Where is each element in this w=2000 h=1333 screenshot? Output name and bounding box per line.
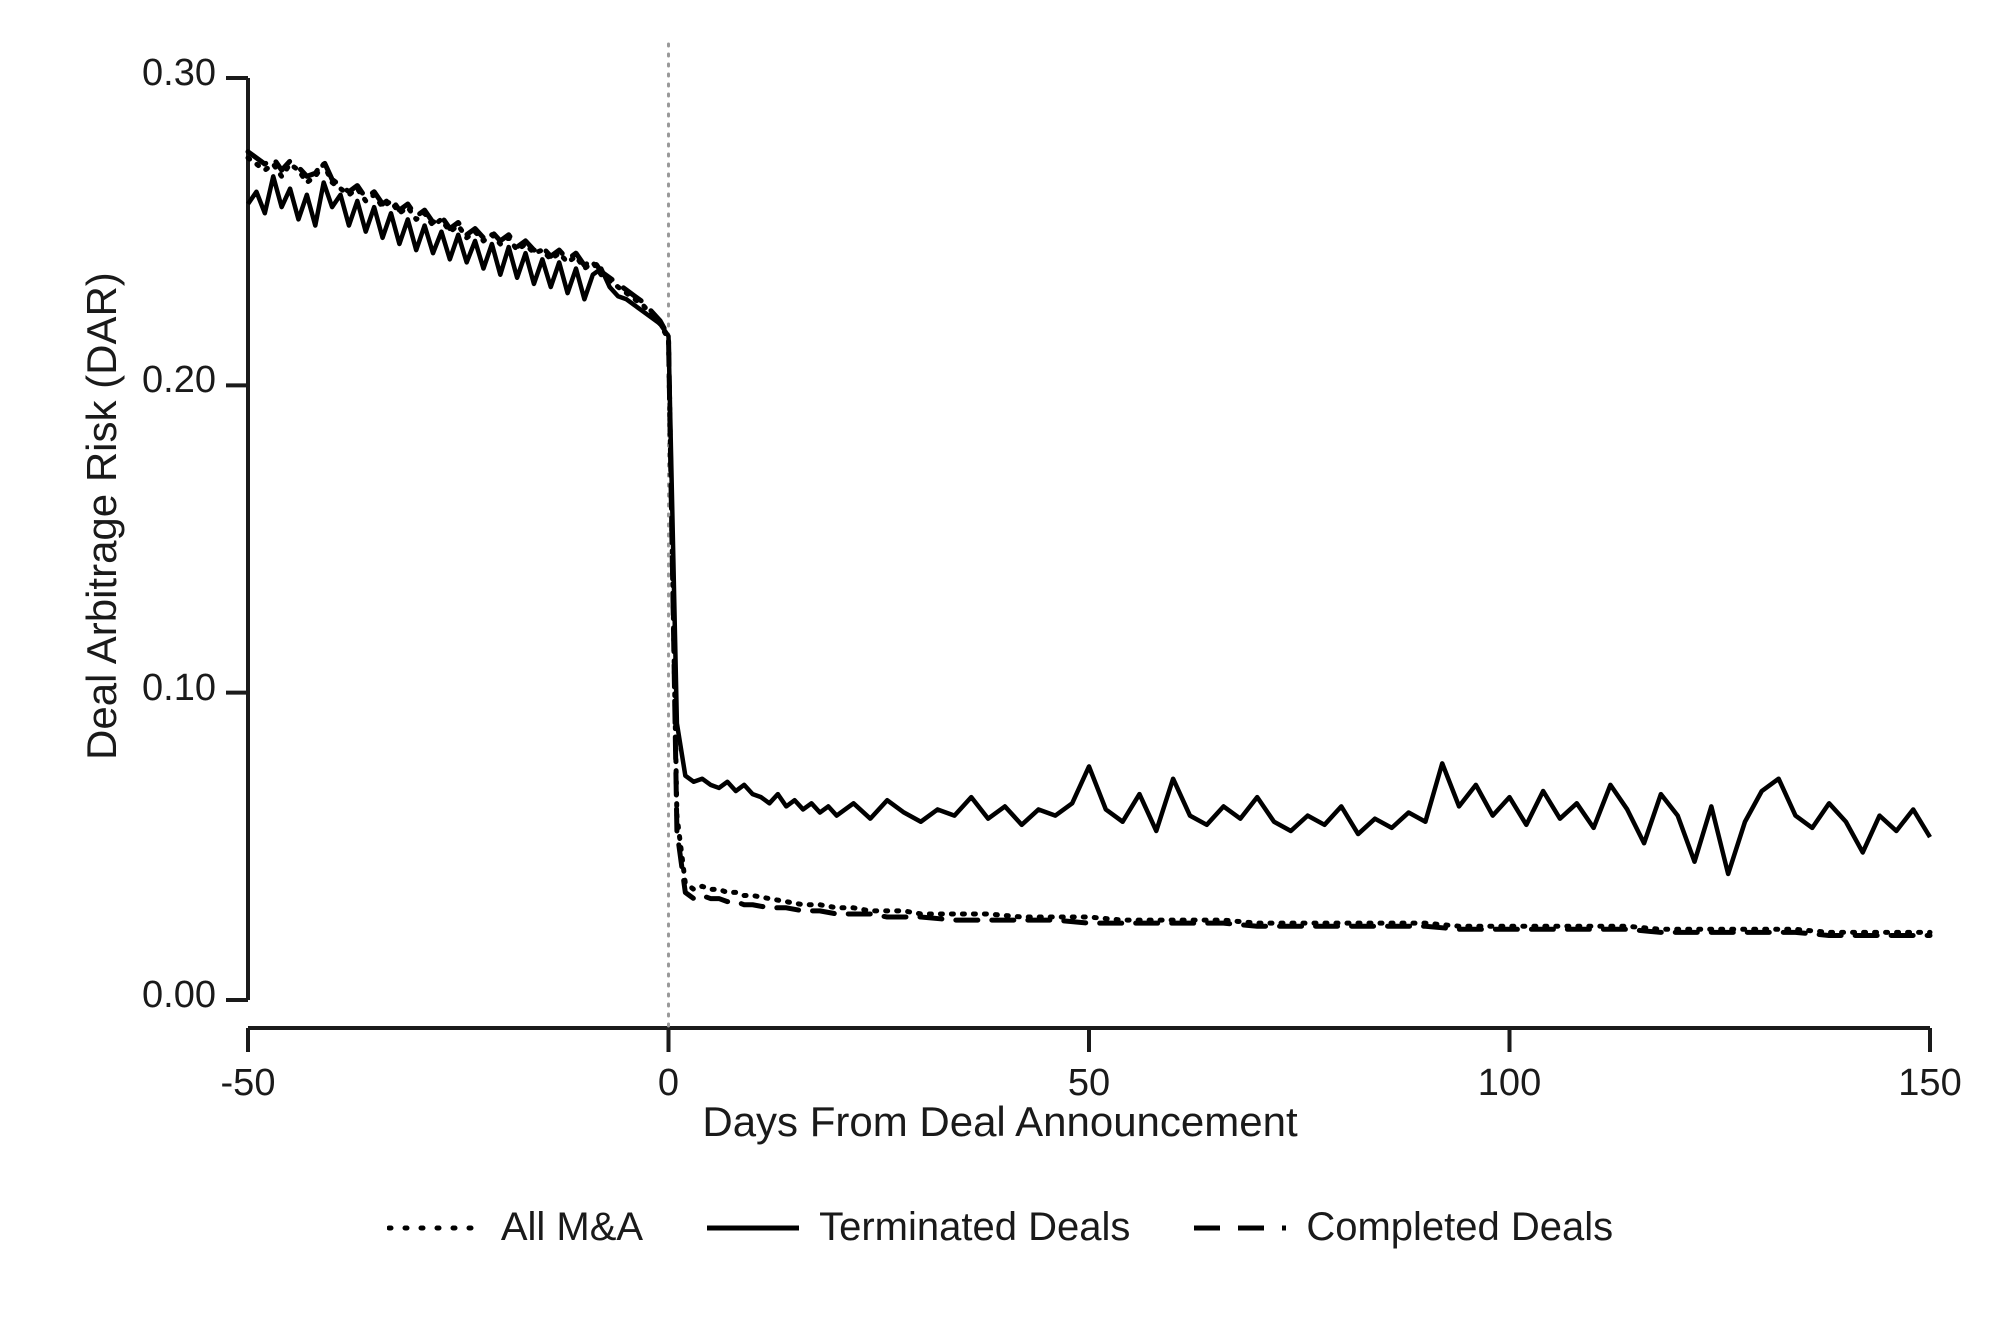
x-tick-label: -50 <box>220 1062 276 1104</box>
legend-key-dotted-icon <box>387 1217 483 1239</box>
series-line <box>248 176 1930 874</box>
y-tick-label: 0.00 <box>142 974 216 1016</box>
chart-legend <box>0 1205 2000 1250</box>
legend-label: Completed Deals <box>1306 1205 1614 1249</box>
y-tick-label: 0.20 <box>142 359 216 402</box>
legend-item <box>1192 1205 1613 1250</box>
legend-key-solid-icon <box>705 1217 801 1239</box>
y-tick-label: 0.30 <box>142 52 216 94</box>
x-tick-label: 150 <box>1898 1062 1962 1104</box>
x-tick-label: 0 <box>657 1062 680 1104</box>
legend-item <box>705 1205 1130 1250</box>
x-axis-label: Days From Deal Announcement <box>702 1098 1298 1145</box>
x-tick-label: 100 <box>1477 1062 1542 1104</box>
legend-label: All M&A <box>500 1205 644 1249</box>
legend-item <box>387 1205 643 1250</box>
x-tick-label: 50 <box>1067 1062 1111 1104</box>
legend-key-dashed-icon <box>1192 1217 1288 1239</box>
legend-label: Terminated Deals <box>819 1205 1131 1249</box>
y-axis-label: Deal Arbitrage Risk (DAR) <box>78 272 125 760</box>
y-tick-label: 0.10 <box>142 666 216 709</box>
